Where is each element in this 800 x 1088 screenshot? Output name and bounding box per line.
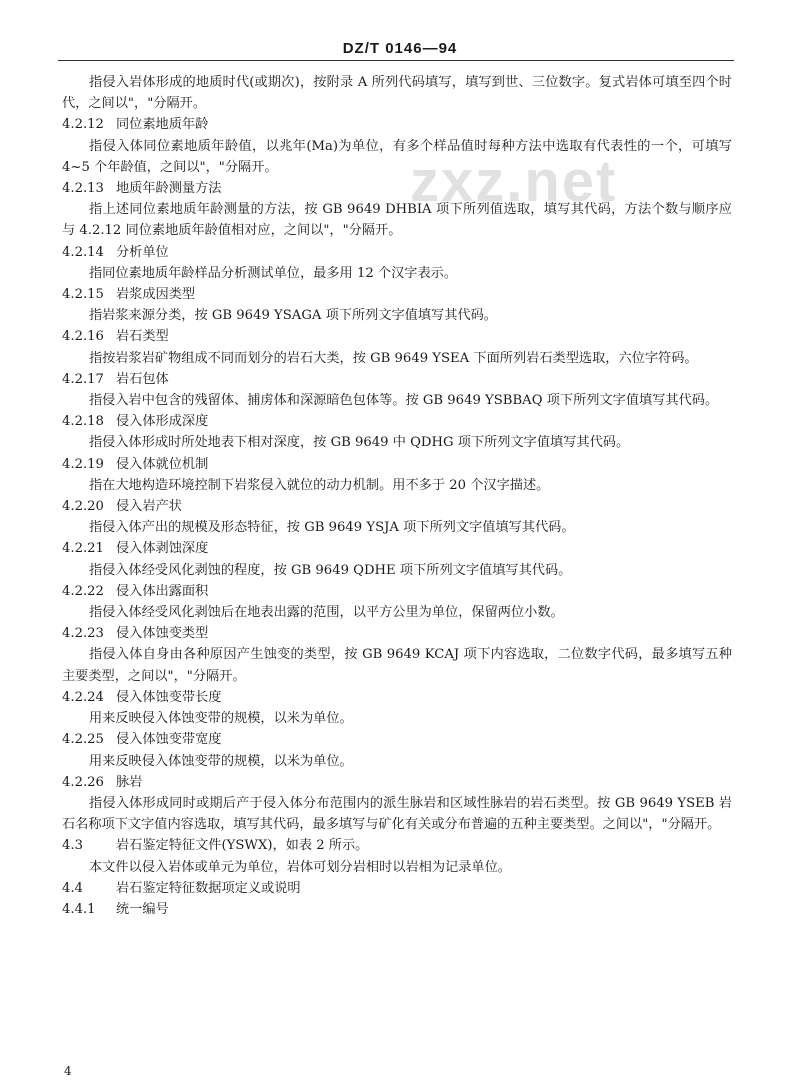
section-heading — [62, 581, 732, 602]
section-heading — [62, 178, 732, 199]
section-heading — [62, 326, 732, 347]
section-heading — [62, 496, 732, 517]
section-title: 统一编号 — [116, 901, 169, 917]
section-heading — [62, 729, 732, 750]
section-title: 侵入体蚀变带宽度 — [116, 732, 222, 748]
section-number: 4.2.13 — [62, 181, 104, 197]
section-title: 侵入体出露面积 — [116, 583, 209, 599]
section-heading — [62, 687, 732, 708]
section-number: 4.2.21 — [62, 541, 104, 557]
section-number: 4.2.15 — [62, 287, 104, 303]
section-number: 4.4 — [62, 880, 83, 896]
section-title: 岩浆成因类型 — [116, 287, 196, 303]
section-heading — [62, 835, 732, 856]
section-number: 4.2.22 — [62, 583, 104, 599]
section-title: 岩石类型 — [116, 329, 169, 345]
section-number: 4.2.12 — [62, 117, 104, 133]
section-number: 4.2.20 — [62, 499, 104, 515]
body-paragraph: 指侵入体同位素地质年龄值，以兆年(Ma)为单位，有多个样品值时每种方法中选取有代表性的一个，可填写 4~5 个年龄值，之间以"，"分隔开。 — [62, 138, 732, 175]
section-heading — [62, 369, 732, 390]
section-heading — [62, 623, 732, 644]
section-number: 4.2.14 — [62, 244, 104, 260]
section-title: 分析单位 — [116, 244, 169, 260]
section-heading — [62, 411, 732, 432]
section-number: 4.2.19 — [62, 456, 104, 472]
watermark: zxz.net — [410, 149, 618, 214]
body-paragraph: 指按岩浆岩矿物组成不同而划分的岩石大类，按 GB 9649 YSEA 下面所列岩石类型选取，六位字符码。 — [89, 350, 698, 366]
section-number: 4.2.16 — [62, 329, 104, 345]
section-title: 侵入体蚀变类型 — [116, 626, 209, 642]
section-heading — [62, 899, 732, 920]
section-number: 4.2.26 — [62, 774, 104, 790]
section-heading — [62, 114, 732, 135]
standard-code-header: DZ/T 0146—94 — [342, 40, 458, 57]
section-title: 侵入体形成深度 — [116, 414, 209, 430]
section-number: 4.4.1 — [62, 901, 96, 917]
section-title: 侵入体剥蚀深度 — [116, 541, 209, 557]
body-paragraph: 用来反映侵入体蚀变带的规模，以米为单位。 — [89, 753, 353, 769]
page-number: 4 — [64, 1064, 72, 1078]
body-paragraph: 指同位素地质年龄样品分析测试单位，最多用 12 个汉字表示。 — [89, 265, 458, 281]
section-title: 岩石包体 — [116, 371, 169, 387]
body-paragraph: 指上述同位素地质年龄测量的方法，按 GB 9649 DHBIA 项下所列值选取，填写其代码，方法个数与顺序应与 4.2.12 同位素地质年龄值相对应，之间以"，"分隔开。 — [62, 202, 732, 239]
body-paragraph: 本文件以侵入岩体或单元为单位，岩体可划分岩相时以岩相为记录单位。 — [89, 859, 511, 875]
body-paragraph: 指岩浆来源分类，按 GB 9649 YSAGA 项下所列文字值填写其代码。 — [89, 308, 497, 324]
section-number: 4.3 — [62, 838, 83, 854]
section-heading — [62, 454, 732, 475]
body-paragraph: 指侵入体自身由各种原因产生蚀变的类型，按 GB 9649 KCAJ 项下内容选取，二位数字代码，最多填写五种主要类型，之间以"，"分隔开。 — [62, 647, 732, 684]
section-title: 侵入岩产状 — [116, 499, 182, 515]
section-heading — [62, 242, 732, 263]
section-title: 侵入体蚀变带长度 — [116, 689, 222, 705]
section-title: 同位素地质年龄 — [116, 117, 209, 133]
body-paragraph: 指侵入体产出的规模及形态特征，按 GB 9649 YSJA 项下所列文字值填写其代码。 — [89, 520, 575, 536]
section-number: 4.2.17 — [62, 371, 104, 387]
body-paragraph: 用来反映侵入体蚀变带的规模，以米为单位。 — [89, 711, 353, 727]
section-title: 侵入体就位机制 — [116, 456, 209, 472]
section-heading — [62, 772, 732, 793]
body-paragraph: 指侵入体形成同时或期后产于侵入体分布范围内的派生脉岩和区域性脉岩的岩石类型。按 GB 9649 YSEB 岩石名称项下文字值内容选取，填写其代码，最多填写与矿化有关或分布普遍的五种主要类型。之间以"，"分隔开。 — [62, 795, 732, 833]
body-paragraph: 指侵入岩体形成的地质时代(或期次)，按附录 A 所列代码填写，填写到世、三位数字。复式岩体可填至四个时代，之间以"，"分隔开。 — [62, 75, 732, 112]
body-paragraph: 指侵入体形成时所处地表下相对深度，按 GB 9649 中 QDHG 项下所列文字值填写其代码。 — [89, 435, 630, 451]
section-heading — [62, 284, 732, 305]
section-title: 地质年龄测量方法 — [116, 181, 222, 197]
section-number: 4.2.23 — [62, 626, 104, 642]
section-title: 岩石鉴定特征数据项定义或说明 — [116, 880, 301, 896]
body-paragraph: 指在大地构造环境控制下岩浆侵入就位的动力机制。用不多于 20 个汉字描述。 — [89, 477, 550, 493]
body-paragraph: 指侵入岩中包含的残留体、捕虏体和深源暗色包体等。按 GB 9649 YSBBAQ 项下所列文字值填写其代码。 — [89, 393, 719, 409]
body-paragraph: 指侵入体经受风化剥蚀的程度，按 GB 9649 QDHE 项下所列文字值填写其代码。 — [89, 562, 572, 578]
section-number: 4.2.24 — [62, 689, 104, 705]
section-number: 4.2.25 — [62, 732, 104, 748]
section-title: 脉岩 — [116, 774, 143, 790]
header-rule — [58, 60, 734, 61]
section-title: 岩石鉴定特征文件(YSWX)，如表 2 所示。 — [116, 838, 369, 854]
section-heading — [62, 538, 732, 559]
section-number: 4.2.18 — [62, 414, 104, 430]
section-heading — [62, 878, 732, 899]
body-paragraph: 指侵入体经受风化剥蚀后在地表出露的范围，以平方公里为单位，保留两位小数。 — [89, 605, 564, 621]
body-text — [62, 72, 732, 920]
